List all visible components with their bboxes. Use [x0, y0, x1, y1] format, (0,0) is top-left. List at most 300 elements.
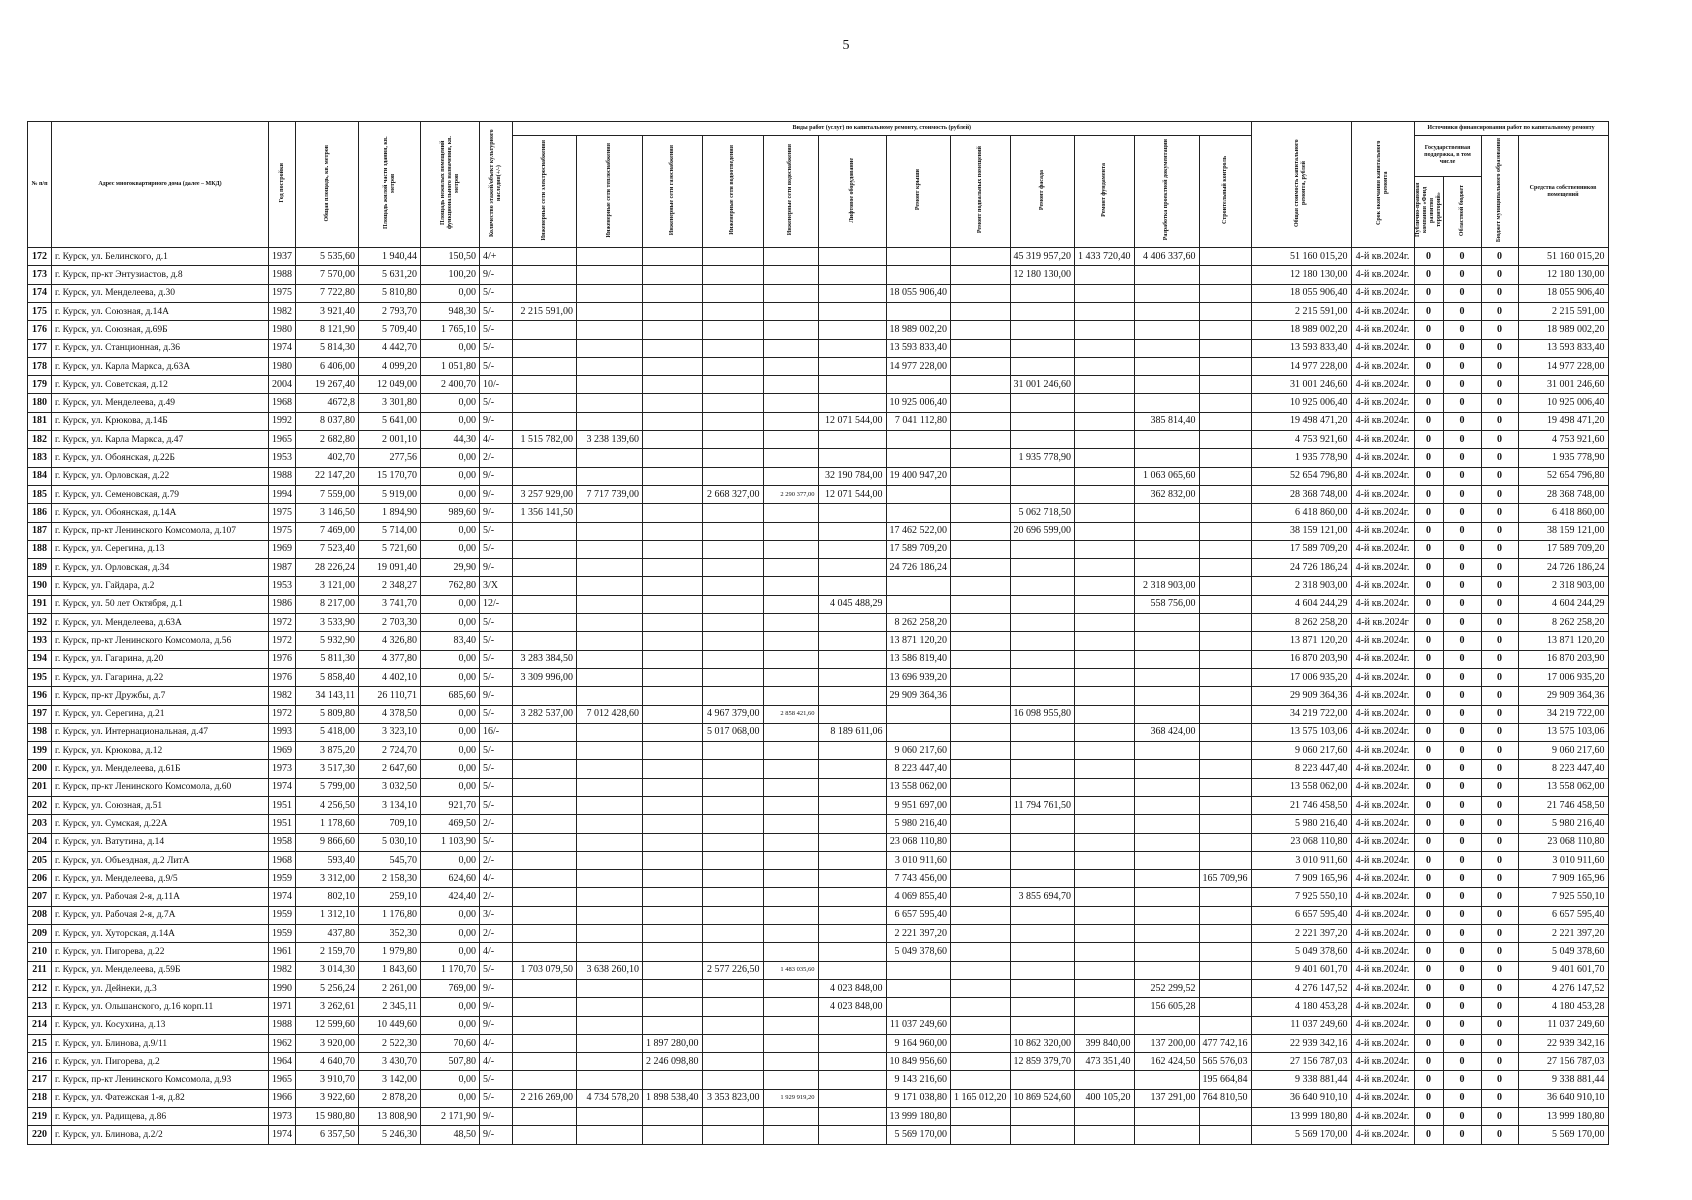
row-work-cost: [1010, 357, 1075, 375]
row-municipal-budget: 0: [1481, 357, 1518, 375]
row-number: 182: [28, 431, 52, 449]
row-total-cost: 27 156 787,03: [1251, 1053, 1351, 1071]
row-floors: 4/-: [480, 431, 513, 449]
row-work-cost: [818, 431, 886, 449]
row-work-cost: [1134, 632, 1199, 650]
row-floors: 9/-: [480, 504, 513, 522]
row-work-cost: [702, 870, 763, 888]
row-work-cost: [1134, 906, 1199, 924]
row-work-cost: [1199, 376, 1251, 394]
row-work-cost: [951, 449, 1011, 467]
row-floors: 5/-: [480, 650, 513, 668]
row-work-cost: [886, 961, 951, 979]
row-regional-budget: 0: [1443, 797, 1481, 815]
row-living-area: 352,30: [359, 925, 421, 943]
row-work-cost: [1134, 266, 1199, 284]
row-number: 196: [28, 687, 52, 705]
row-municipal-budget: 0: [1481, 797, 1518, 815]
row-work-cost: [951, 614, 1011, 632]
row-work-cost: [643, 870, 703, 888]
row-public-company: 0: [1414, 522, 1443, 540]
row-work-cost: [1075, 632, 1135, 650]
row-work-cost: [1010, 979, 1075, 997]
row-work-cost: [702, 577, 763, 595]
row-work-cost: [763, 906, 818, 924]
row-regional-budget: 0: [1443, 943, 1481, 961]
row-work-cost: [763, 998, 818, 1016]
row-public-company: 0: [1414, 284, 1443, 302]
row-number: 189: [28, 559, 52, 577]
row-floors: 10/-: [480, 376, 513, 394]
row-deadline: 4-й кв.2024г.: [1351, 540, 1414, 558]
table-row: [28, 632, 1609, 650]
row-deadline: 4-й кв.2024г.: [1351, 1034, 1414, 1052]
row-work-cost: [951, 906, 1011, 924]
row-nonres-area: 0,00: [421, 943, 480, 961]
row-total-area: 7 469,00: [296, 522, 359, 540]
row-regional-budget: 0: [1443, 925, 1481, 943]
row-work-cost: [763, 614, 818, 632]
row-municipal-budget: 0: [1481, 559, 1518, 577]
row-work-cost: [702, 943, 763, 961]
row-work-cost: [763, 376, 818, 394]
row-deadline: 4-й кв.2024г.: [1351, 650, 1414, 668]
row-public-company: 0: [1414, 870, 1443, 888]
row-total-cost: 28 368 748,00: [1251, 485, 1351, 503]
row-total-cost: 23 068 110,80: [1251, 833, 1351, 851]
row-address: г. Курск, пр-кт Ленинского Комсомола, д.56: [52, 632, 269, 650]
row-address: г. Курск, ул. Интернациональная, д.47: [52, 723, 269, 741]
row-nonres-area: 70,60: [421, 1034, 480, 1052]
row-total-cost: 12 180 130,00: [1251, 266, 1351, 284]
row-work-cost: 3 855 694,70: [1010, 888, 1075, 906]
row-deadline: 4-й кв.2024г.: [1351, 431, 1414, 449]
row-work-cost: [1134, 504, 1199, 522]
row-work-cost: [951, 1071, 1011, 1089]
row-total-area: 8 037,80: [296, 412, 359, 430]
row-municipal-budget: 0: [1481, 705, 1518, 723]
row-total-cost: 21 746 458,50: [1251, 797, 1351, 815]
row-deadline: 4-й кв.2024г.: [1351, 833, 1414, 851]
row-living-area: 709,10: [359, 815, 421, 833]
row-total-area: 12 599,60: [296, 1016, 359, 1034]
row-work-cost: 1 483 035,60: [763, 961, 818, 979]
row-work-cost: [1134, 1016, 1199, 1034]
row-work-cost: [577, 888, 643, 906]
row-address: г. Курск, ул. Радищева, д.86: [52, 1108, 269, 1126]
row-public-company: 0: [1414, 1034, 1443, 1052]
row-address: г. Курск, ул. Менделеева, д.49: [52, 394, 269, 412]
row-work-cost: [702, 851, 763, 869]
row-work-cost: [1010, 467, 1075, 485]
row-work-cost: [1010, 614, 1075, 632]
row-owners-funds: 2 215 591,00: [1518, 302, 1608, 320]
row-year: 1966: [269, 1089, 296, 1107]
row-year: 1993: [269, 723, 296, 741]
row-work-cost: [577, 1034, 643, 1052]
row-living-area: 2 348,27: [359, 577, 421, 595]
row-municipal-budget: 0: [1481, 979, 1518, 997]
row-number: 204: [28, 833, 52, 851]
table-row: [28, 357, 1609, 375]
row-work-cost: [818, 851, 886, 869]
row-work-cost: [1199, 778, 1251, 796]
row-work-cost: [1134, 540, 1199, 558]
row-work-cost: [702, 650, 763, 668]
row-work-cost: [763, 559, 818, 577]
row-owners-funds: 8 262 258,20: [1518, 614, 1608, 632]
row-total-cost: 18 989 002,20: [1251, 321, 1351, 339]
table-row: [28, 467, 1609, 485]
row-owners-funds: 4 276 147,52: [1518, 979, 1608, 997]
row-living-area: 5 919,00: [359, 485, 421, 503]
row-work-cost: 3 282 537,00: [513, 705, 577, 723]
row-floors: 5/-: [480, 284, 513, 302]
row-regional-budget: 0: [1443, 687, 1481, 705]
row-deadline: 4-й кв.2024г.: [1351, 449, 1414, 467]
row-work-cost: [951, 979, 1011, 997]
row-work-cost: [702, 522, 763, 540]
row-regional-budget: 0: [1443, 595, 1481, 613]
row-municipal-budget: 0: [1481, 833, 1518, 851]
row-work-cost: [577, 723, 643, 741]
row-work-cost: [818, 1126, 886, 1144]
row-total-area: 3 922,60: [296, 1089, 359, 1107]
row-work-cost: [643, 302, 703, 320]
row-municipal-budget: 0: [1481, 870, 1518, 888]
row-work-cost: 3 353 823,00: [702, 1089, 763, 1107]
row-floors: 2/-: [480, 449, 513, 467]
row-work-cost: [1075, 284, 1135, 302]
row-work-cost: [1134, 760, 1199, 778]
row-work-cost: 1 165 012,20: [951, 1089, 1011, 1107]
row-work-cost: [763, 1071, 818, 1089]
row-work-cost: [1199, 1126, 1251, 1144]
row-floors: 9/-: [480, 979, 513, 997]
row-year: 1974: [269, 339, 296, 357]
row-nonres-area: 2 171,90: [421, 1108, 480, 1126]
row-deadline: 4-й кв.2024г.: [1351, 1126, 1414, 1144]
row-work-cost: [1010, 321, 1075, 339]
row-living-area: 12 049,00: [359, 376, 421, 394]
row-deadline: 4-й кв.2024г.: [1351, 467, 1414, 485]
row-work-cost: 3 638 260,10: [577, 961, 643, 979]
row-work-cost: [1134, 888, 1199, 906]
row-total-cost: 51 160 015,20: [1251, 248, 1351, 266]
row-work-cost: [577, 668, 643, 686]
row-work-cost: 477 742,16: [1199, 1034, 1251, 1052]
row-regional-budget: 0: [1443, 778, 1481, 796]
row-work-cost: [577, 559, 643, 577]
row-year: 1965: [269, 1071, 296, 1089]
row-living-area: 2 158,30: [359, 870, 421, 888]
row-work-cost: [763, 778, 818, 796]
row-regional-budget: 0: [1443, 394, 1481, 412]
row-living-area: 5 246,30: [359, 1126, 421, 1144]
row-work-cost: [951, 925, 1011, 943]
row-work-cost: [1010, 961, 1075, 979]
row-work-cost: [1199, 925, 1251, 943]
row-owners-funds: 13 558 062,00: [1518, 778, 1608, 796]
row-owners-funds: 23 068 110,80: [1518, 833, 1608, 851]
row-work-cost: [1010, 540, 1075, 558]
row-work-cost: [702, 778, 763, 796]
row-floors: 5/-: [480, 797, 513, 815]
row-year: 1972: [269, 614, 296, 632]
row-work-cost: [513, 760, 577, 778]
row-municipal-budget: 0: [1481, 760, 1518, 778]
table-row: [28, 1126, 1609, 1144]
row-work-cost: [1199, 577, 1251, 595]
table-row: [28, 925, 1609, 943]
row-work-cost: 3 010 911,60: [886, 851, 951, 869]
row-municipal-budget: 0: [1481, 595, 1518, 613]
row-number: 192: [28, 614, 52, 632]
row-work-cost: [513, 321, 577, 339]
row-work-cost: 1 898 538,40: [643, 1089, 703, 1107]
row-work-cost: [702, 1071, 763, 1089]
row-work-cost: [951, 815, 1011, 833]
row-regional-budget: 0: [1443, 504, 1481, 522]
row-work-cost: [1075, 1071, 1135, 1089]
row-nonres-area: 769,00: [421, 979, 480, 997]
row-total-area: 6 406,00: [296, 357, 359, 375]
row-total-cost: 13 558 062,00: [1251, 778, 1351, 796]
row-municipal-budget: 0: [1481, 540, 1518, 558]
row-work-cost: [1010, 998, 1075, 1016]
row-public-company: 0: [1414, 540, 1443, 558]
row-work-cost: [513, 870, 577, 888]
row-work-cost: [1075, 431, 1135, 449]
row-work-cost: 10 849 956,60: [886, 1053, 951, 1071]
row-work-cost: [643, 687, 703, 705]
row-work-cost: [1075, 760, 1135, 778]
row-work-cost: [577, 906, 643, 924]
row-total-area: 22 147,20: [296, 467, 359, 485]
row-work-cost: [951, 833, 1011, 851]
row-floors: 5/-: [480, 540, 513, 558]
row-work-cost: [763, 797, 818, 815]
row-work-cost: [1010, 851, 1075, 869]
row-total-cost: 19 498 471,20: [1251, 412, 1351, 430]
row-work-cost: [951, 742, 1011, 760]
row-work-cost: [1075, 742, 1135, 760]
row-work-cost: 5 062 718,50: [1010, 504, 1075, 522]
row-work-cost: [1075, 851, 1135, 869]
row-owners-funds: 31 001 246,60: [1518, 376, 1608, 394]
row-work-cost: [643, 467, 703, 485]
row-deadline: 4-й кв.2024г.: [1351, 1016, 1414, 1034]
row-year: 1994: [269, 485, 296, 503]
row-work-cost: [818, 504, 886, 522]
row-number: 214: [28, 1016, 52, 1034]
row-work-cost: [702, 668, 763, 686]
row-living-area: 3 301,80: [359, 394, 421, 412]
row-number: 217: [28, 1071, 52, 1089]
row-work-cost: [886, 979, 951, 997]
row-nonres-area: 0,00: [421, 851, 480, 869]
row-work-cost: [1075, 925, 1135, 943]
row-work-cost: [1199, 833, 1251, 851]
row-number: 218: [28, 1089, 52, 1107]
row-work-cost: [702, 467, 763, 485]
row-deadline: 4-й кв.2024г.: [1351, 248, 1414, 266]
row-work-cost: [702, 833, 763, 851]
row-work-cost: 7 743 456,00: [886, 870, 951, 888]
table-row: [28, 284, 1609, 302]
row-total-area: 19 267,40: [296, 376, 359, 394]
row-year: 1972: [269, 705, 296, 723]
row-owners-funds: 36 640 910,10: [1518, 1089, 1608, 1107]
row-work-cost: [763, 339, 818, 357]
row-nonres-area: 921,70: [421, 797, 480, 815]
row-living-area: 1 940,44: [359, 248, 421, 266]
row-total-area: 6 357,50: [296, 1126, 359, 1144]
row-total-area: 5 418,00: [296, 723, 359, 741]
header-public-company: Публично-правовая компания «Фонд развития территорий»: [1414, 176, 1443, 247]
row-work-cost: [951, 888, 1011, 906]
row-work-cost: [763, 321, 818, 339]
row-work-cost: 13 871 120,20: [886, 632, 951, 650]
row-work-cost: 13 586 819,40: [886, 650, 951, 668]
row-work-cost: [818, 394, 886, 412]
row-year: 1962: [269, 1034, 296, 1052]
row-work-cost: [818, 961, 886, 979]
row-public-company: 0: [1414, 632, 1443, 650]
row-work-cost: [513, 632, 577, 650]
row-number: 207: [28, 888, 52, 906]
row-living-area: 1 979,80: [359, 943, 421, 961]
table-row: [28, 1034, 1609, 1052]
header-floors: Количество этажей/объект культурного наследия(+/-): [480, 122, 513, 248]
header-work-heat: Инженерные сети теплоснабжения: [577, 136, 643, 248]
row-total-cost: 4 180 453,28: [1251, 998, 1351, 1016]
row-work-cost: [513, 577, 577, 595]
row-owners-funds: 34 219 722,00: [1518, 705, 1608, 723]
row-work-cost: [1010, 870, 1075, 888]
row-number: 220: [28, 1126, 52, 1144]
row-work-cost: [1134, 522, 1199, 540]
table-row: [28, 485, 1609, 503]
row-work-cost: [513, 357, 577, 375]
row-floors: 5/-: [480, 394, 513, 412]
table-row: [28, 888, 1609, 906]
row-public-company: 0: [1414, 467, 1443, 485]
table-row: [28, 577, 1609, 595]
row-year: 1992: [269, 412, 296, 430]
row-work-cost: 14 977 228,00: [886, 357, 951, 375]
row-living-area: 3 032,50: [359, 778, 421, 796]
row-number: 202: [28, 797, 52, 815]
row-work-cost: [1075, 668, 1135, 686]
row-work-cost: 1 433 720,40: [1075, 248, 1135, 266]
row-work-cost: [1010, 485, 1075, 503]
row-municipal-budget: 0: [1481, 723, 1518, 741]
row-owners-funds: 29 909 364,36: [1518, 687, 1608, 705]
row-number: 180: [28, 394, 52, 412]
row-work-cost: [643, 431, 703, 449]
row-work-cost: [1075, 614, 1135, 632]
row-total-cost: 13 871 120,20: [1251, 632, 1351, 650]
row-year: 1982: [269, 302, 296, 320]
row-work-cost: [513, 797, 577, 815]
row-nonres-area: 0,00: [421, 925, 480, 943]
row-work-cost: [951, 760, 1011, 778]
row-deadline: 4-й кв.2024г.: [1351, 979, 1414, 997]
row-address: г. Курск, ул. Менделеева, д.59Б: [52, 961, 269, 979]
row-municipal-budget: 0: [1481, 1034, 1518, 1052]
row-year: 1968: [269, 394, 296, 412]
row-total-area: 1 178,60: [296, 815, 359, 833]
row-public-company: 0: [1414, 650, 1443, 668]
row-work-cost: [643, 925, 703, 943]
row-public-company: 0: [1414, 266, 1443, 284]
row-work-cost: [1075, 376, 1135, 394]
row-work-cost: [763, 888, 818, 906]
row-nonres-area: 0,00: [421, 668, 480, 686]
row-work-cost: [818, 1016, 886, 1034]
row-municipal-budget: 0: [1481, 485, 1518, 503]
row-total-area: 2 682,80: [296, 431, 359, 449]
row-owners-funds: 4 180 453,28: [1518, 998, 1608, 1016]
row-year: 2004: [269, 376, 296, 394]
row-work-cost: [1075, 943, 1135, 961]
row-owners-funds: 24 726 186,24: [1518, 559, 1608, 577]
row-regional-budget: 0: [1443, 248, 1481, 266]
row-work-cost: [763, 357, 818, 375]
row-work-cost: [702, 412, 763, 430]
row-number: 208: [28, 906, 52, 924]
row-nonres-area: 0,00: [421, 522, 480, 540]
row-owners-funds: 1 935 778,90: [1518, 449, 1608, 467]
row-work-cost: [643, 778, 703, 796]
row-public-company: 0: [1414, 723, 1443, 741]
row-work-cost: [513, 394, 577, 412]
row-work-cost: [702, 559, 763, 577]
row-work-cost: [643, 998, 703, 1016]
row-work-cost: [951, 650, 1011, 668]
row-owners-funds: 9 060 217,60: [1518, 742, 1608, 760]
row-work-cost: [702, 614, 763, 632]
row-work-cost: [513, 540, 577, 558]
row-nonres-area: 0,00: [421, 412, 480, 430]
row-work-cost: [643, 650, 703, 668]
row-work-cost: [818, 577, 886, 595]
row-deadline: 4-й кв.2024г.: [1351, 632, 1414, 650]
row-owners-funds: 13 999 180,80: [1518, 1108, 1608, 1126]
table-row: [28, 943, 1609, 961]
row-public-company: 0: [1414, 705, 1443, 723]
row-owners-funds: 5 980 216,40: [1518, 815, 1608, 833]
header-work-facade: Ремонт фасада: [1010, 136, 1075, 248]
capital-repair-table-wrapper: [27, 121, 1609, 1145]
row-owners-funds: 4 753 921,60: [1518, 431, 1608, 449]
row-number: 191: [28, 595, 52, 613]
row-work-cost: [643, 559, 703, 577]
row-work-cost: [1010, 412, 1075, 430]
row-regional-budget: 0: [1443, 266, 1481, 284]
row-deadline: 4-й кв.2024г: [1351, 614, 1414, 632]
row-total-area: 3 312,00: [296, 870, 359, 888]
row-work-cost: [1134, 1071, 1199, 1089]
row-living-area: 3 134,10: [359, 797, 421, 815]
row-address: г. Курск, ул. Серегина, д.13: [52, 540, 269, 558]
table-row: [28, 1053, 1609, 1071]
row-work-cost: [763, 815, 818, 833]
row-deadline: 4-й кв.2024г.: [1351, 321, 1414, 339]
header-work-basement: Ремонт подвальных помещений: [951, 136, 1011, 248]
row-regional-budget: 0: [1443, 577, 1481, 595]
